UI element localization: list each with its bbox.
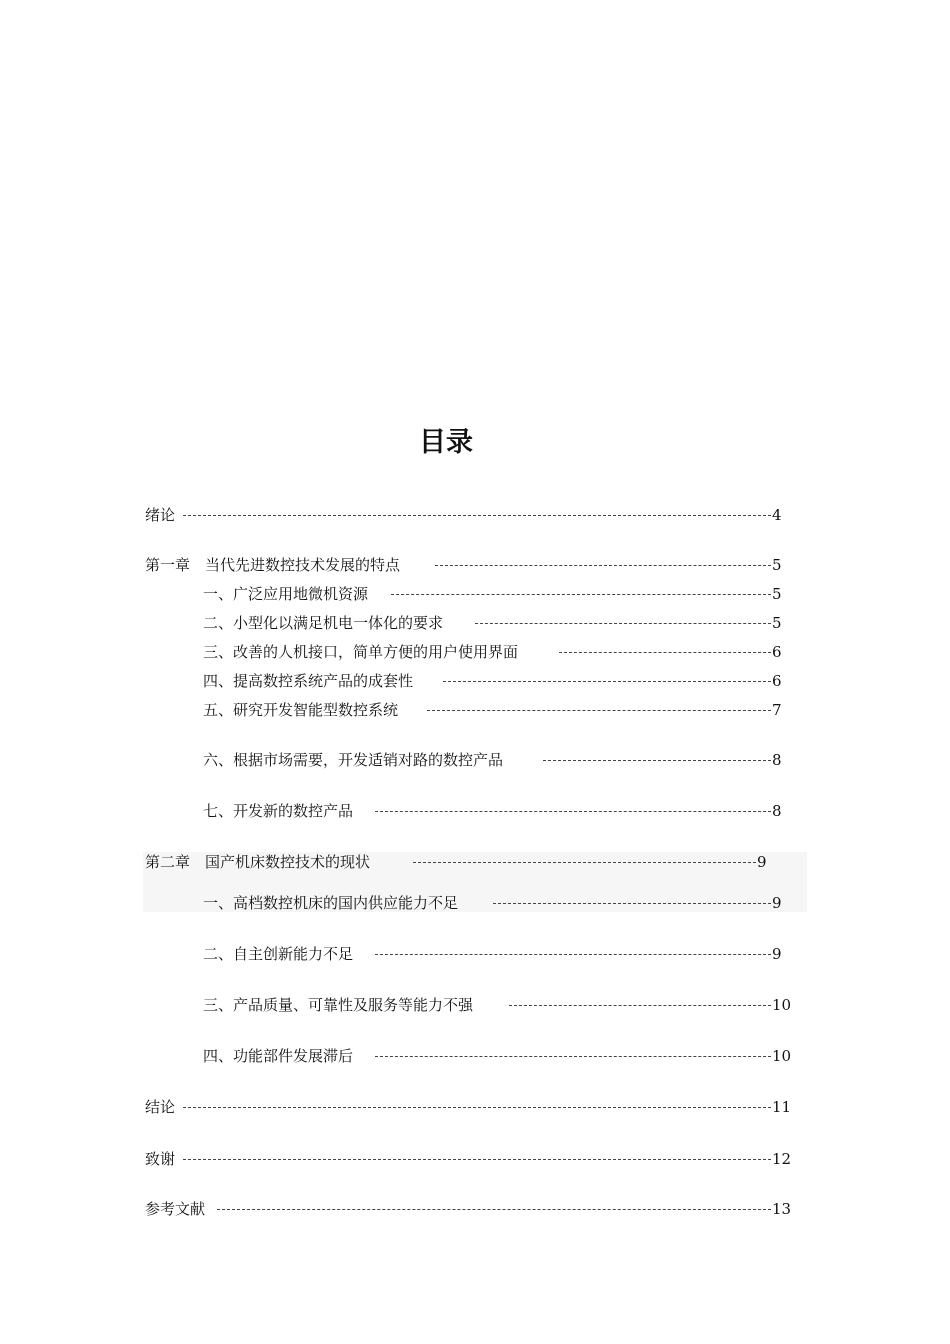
toc-leader-dashes xyxy=(435,554,771,576)
toc-entry-page-number: 7 xyxy=(772,701,782,719)
toc-entry-label: 六、根据市场需要，开发适销对路的数控产品 xyxy=(203,751,504,769)
toc-entry-page-number: 8 xyxy=(772,802,782,820)
toc-leader-dashes xyxy=(375,943,771,965)
toc-entry-label: 结论 xyxy=(145,1098,176,1116)
toc-entry[interactable] xyxy=(145,1198,792,1220)
toc-entry[interactable] xyxy=(145,1096,792,1118)
toc-entry-label: 七、开发新的数控产品 xyxy=(203,802,354,820)
toc-entry[interactable] xyxy=(203,699,792,721)
page-title: 目录 xyxy=(419,427,473,458)
toc-entry-label: 二、自主创新能力不足 xyxy=(203,945,354,963)
toc-leader-dashes xyxy=(391,583,771,605)
toc-entry-label: 五、研究开发智能型数控系统 xyxy=(203,701,399,719)
toc-leader-dashes xyxy=(375,800,771,822)
toc-entry[interactable] xyxy=(203,892,792,914)
toc-leader-dashes xyxy=(543,749,771,771)
toc-leader-dashes xyxy=(217,1198,771,1220)
toc-leader-dashes xyxy=(413,851,756,873)
toc-entry[interactable] xyxy=(203,800,792,822)
toc-entry-page-number: 12 xyxy=(772,1150,792,1168)
toc-entry[interactable] xyxy=(203,583,792,605)
toc-leader-dashes xyxy=(183,1148,771,1170)
toc-entry[interactable] xyxy=(203,994,792,1016)
toc-leader-dashes xyxy=(559,641,771,663)
toc-leader-dashes xyxy=(475,612,771,634)
toc-entry-page-number: 4 xyxy=(772,506,782,524)
toc-entry-page-number: 13 xyxy=(772,1200,792,1218)
toc-leader-dashes xyxy=(493,892,771,914)
toc-entry[interactable] xyxy=(203,943,792,965)
toc-entry-label: 第一章 当代先进数控技术发展的特点 xyxy=(145,556,401,574)
toc-entry[interactable] xyxy=(203,612,792,634)
toc-entry[interactable] xyxy=(203,749,792,771)
toc-leader-dashes xyxy=(183,1096,771,1118)
toc-entry[interactable] xyxy=(203,670,792,692)
toc-leader-dashes xyxy=(427,699,771,721)
toc-entry-page-number: 6 xyxy=(772,672,782,690)
toc-entry[interactable] xyxy=(203,641,792,663)
toc-entry[interactable] xyxy=(145,504,792,526)
toc-leader-dashes xyxy=(509,994,771,1016)
toc-leader-dashes xyxy=(183,504,771,526)
toc-entry-label: 三、改善的人机接口，简单方便的用户使用界面 xyxy=(203,643,519,661)
toc-entry[interactable] xyxy=(145,851,777,873)
toc-entry-page-number: 10 xyxy=(772,1047,792,1065)
toc-entry-label: 一、高档数控机床的国内供应能力不足 xyxy=(203,894,459,912)
toc-entry-page-number: 5 xyxy=(772,556,782,574)
toc-entry-page-number: 6 xyxy=(772,643,782,661)
toc-entry-label: 三、产品质量、可靠性及服务等能力不强 xyxy=(203,996,474,1014)
toc-entry-label: 四、提高数控系统产品的成套性 xyxy=(203,672,414,690)
toc-entry[interactable] xyxy=(203,1045,792,1067)
toc-entry[interactable] xyxy=(145,1148,792,1170)
toc-entry-page-number: 9 xyxy=(757,853,767,871)
toc-entry[interactable] xyxy=(145,554,792,576)
toc-entry-label: 一、广泛应用地微机资源 xyxy=(203,585,369,603)
toc-entry-page-number: 5 xyxy=(772,585,782,603)
toc-entry-label: 参考文献 xyxy=(145,1200,206,1218)
toc-entry-label: 二、小型化以满足机电一体化的要求 xyxy=(203,614,444,632)
toc-entry-page-number: 11 xyxy=(772,1098,792,1116)
toc-entry-label: 绪论 xyxy=(145,506,176,524)
toc-entry-page-number: 5 xyxy=(772,614,782,632)
toc-entry-label: 四、功能部件发展滞后 xyxy=(203,1047,354,1065)
toc-entry-page-number: 10 xyxy=(772,996,792,1014)
toc-entry-page-number: 9 xyxy=(772,894,782,912)
toc-leader-dashes xyxy=(375,1045,771,1067)
toc-entry-label: 致谢 xyxy=(145,1150,176,1168)
toc-entry-page-number: 8 xyxy=(772,751,782,769)
toc-entry-page-number: 9 xyxy=(772,945,782,963)
toc-leader-dashes xyxy=(443,670,771,692)
toc-entry-label: 第二章 国产机床数控技术的现状 xyxy=(145,853,371,871)
